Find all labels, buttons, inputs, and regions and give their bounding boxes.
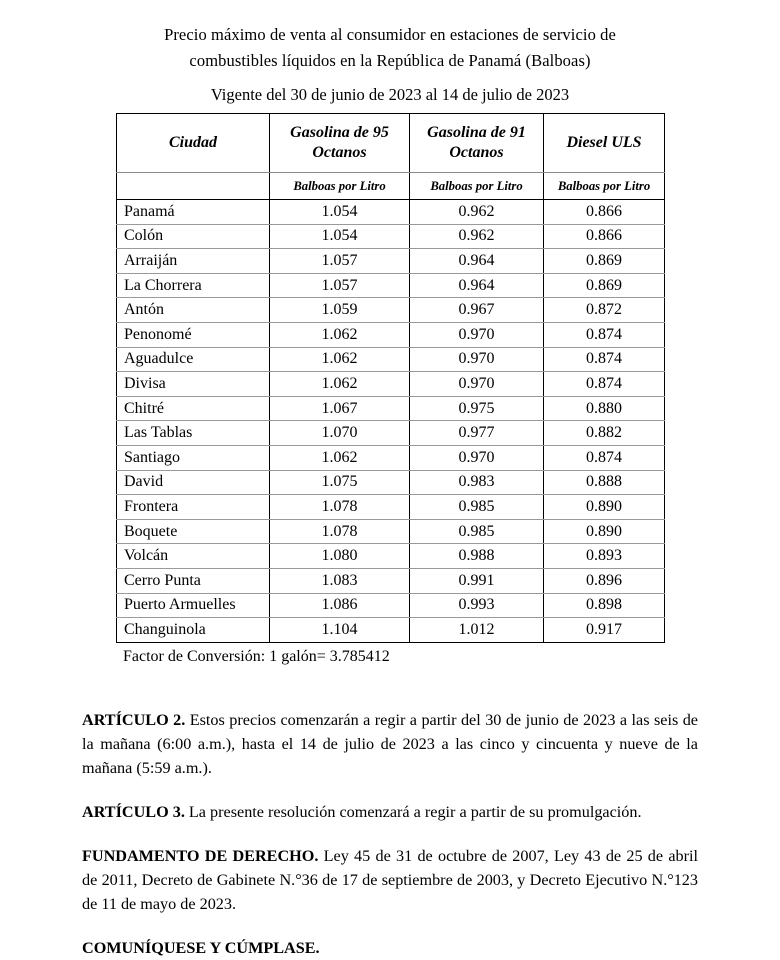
table-row <box>117 593 665 618</box>
cell-diesel-uls: 0.880 <box>544 396 665 421</box>
validity-period-subtitle: Vigente del 30 de junio de 2023 al 14 de julio de 2023 <box>210 85 570 104</box>
cell-diesel-uls: 0.874 <box>544 347 665 372</box>
cell-diesel-uls: 0.869 <box>544 249 665 274</box>
column-header-city: Ciudad <box>117 114 270 173</box>
cell-gasolina-91: 0.964 <box>410 273 544 298</box>
table-row <box>117 618 665 643</box>
cell-city: David <box>117 470 270 495</box>
table-row <box>117 347 665 372</box>
cell-gasolina-91: 0.991 <box>410 568 544 593</box>
cell-gasolina-91: 0.962 <box>410 224 544 249</box>
cell-city: Panamá <box>117 200 270 225</box>
cell-gasolina-95: 1.062 <box>270 322 410 347</box>
units-cell-city <box>117 173 270 200</box>
table-row <box>117 421 665 446</box>
cell-gasolina-91: 0.985 <box>410 519 544 544</box>
cell-diesel-uls: 0.874 <box>544 372 665 397</box>
table-row <box>117 298 665 323</box>
cell-city: Las Tablas <box>117 421 270 446</box>
cell-city: Santiago <box>117 445 270 470</box>
closing-statement: COMUNÍQUESE Y CÚMPLASE. <box>82 938 320 957</box>
table-row <box>117 273 665 298</box>
legal-basis-paragraph <box>82 844 698 916</box>
cell-gasolina-91: 0.988 <box>410 544 544 569</box>
cell-diesel-uls: 0.890 <box>544 495 665 520</box>
cell-gasolina-91: 0.985 <box>410 495 544 520</box>
cell-gasolina-95: 1.059 <box>270 298 410 323</box>
cell-gasolina-91: 0.970 <box>410 445 544 470</box>
conversion-factor-note: Factor de Conversión: 1 galón= 3.785412 <box>123 647 390 665</box>
cell-gasolina-91: 1.012 <box>410 618 544 643</box>
cell-city: Volcán <box>117 544 270 569</box>
table-row <box>117 396 665 421</box>
units-cell-gasolina-95: Balboas por Litro <box>270 173 410 200</box>
cell-city: Boquete <box>117 519 270 544</box>
cell-city: La Chorrera <box>117 273 270 298</box>
article-3-text: La presente resolución comenzará a regir a partir de su promulgación. <box>184 802 642 821</box>
cell-gasolina-91: 0.962 <box>410 200 544 225</box>
table-row <box>117 519 665 544</box>
cell-gasolina-95: 1.080 <box>270 544 410 569</box>
cell-gasolina-91: 0.967 <box>410 298 544 323</box>
table-row <box>117 495 665 520</box>
table-row <box>117 445 665 470</box>
price-table-container <box>116 113 664 643</box>
cell-diesel-uls: 0.869 <box>544 273 665 298</box>
table-row <box>117 568 665 593</box>
legal-basis-label: FUNDAMENTO DE DERECHO. <box>82 846 319 865</box>
cell-gasolina-95: 1.075 <box>270 470 410 495</box>
cell-diesel-uls: 0.890 <box>544 519 665 544</box>
cell-city: Changuinola <box>117 618 270 643</box>
table-row <box>117 470 665 495</box>
cell-diesel-uls: 0.866 <box>544 224 665 249</box>
article-3-paragraph <box>82 800 698 824</box>
article-2-label: ARTÍCULO 2. <box>82 710 186 729</box>
fuel-price-table <box>116 113 665 643</box>
cell-gasolina-95: 1.083 <box>270 568 410 593</box>
cell-city: Cerro Punta <box>117 568 270 593</box>
cell-gasolina-91: 0.970 <box>410 347 544 372</box>
column-header-gasolina-95: Gasolina de 95 Octanos <box>270 114 410 173</box>
cell-gasolina-95: 1.078 <box>270 519 410 544</box>
cell-gasolina-91: 0.970 <box>410 372 544 397</box>
cell-gasolina-91: 0.977 <box>410 421 544 446</box>
cell-gasolina-95: 1.054 <box>270 224 410 249</box>
cell-city: Colón <box>117 224 270 249</box>
cell-diesel-uls: 0.874 <box>544 445 665 470</box>
units-cell-diesel-uls: Balboas por Litro <box>544 173 665 200</box>
units-cell-gasolina-91: Balboas por Litro <box>410 173 544 200</box>
legal-basis-text: Ley 45 de 31 de octubre de 2007, Ley 43 de 25 de abril de 2011, Decreto de Gabinete N.°36 de 17 de septiembre de 2003, y Decreto Ejecutivo N.°123 de 11 de mayo de 2023. <box>82 846 698 913</box>
cell-diesel-uls: 0.872 <box>544 298 665 323</box>
cell-gasolina-91: 0.975 <box>410 396 544 421</box>
cell-diesel-uls: 0.898 <box>544 593 665 618</box>
cell-gasolina-95: 1.104 <box>270 618 410 643</box>
cell-gasolina-95: 1.086 <box>270 593 410 618</box>
cell-gasolina-95: 1.062 <box>270 372 410 397</box>
table-header <box>117 114 665 200</box>
cell-city: Puerto Armuelles <box>117 593 270 618</box>
cell-city: Arraiján <box>117 249 270 274</box>
cell-gasolina-95: 1.062 <box>270 445 410 470</box>
cell-gasolina-95: 1.078 <box>270 495 410 520</box>
table-row <box>117 322 665 347</box>
cell-city: Divisa <box>117 372 270 397</box>
cell-city: Frontera <box>117 495 270 520</box>
table-row <box>117 249 665 274</box>
cell-gasolina-95: 1.067 <box>270 396 410 421</box>
document-body <box>82 666 698 960</box>
table-header-row <box>117 114 665 173</box>
cell-gasolina-95: 1.057 <box>270 249 410 274</box>
cell-gasolina-91: 0.983 <box>410 470 544 495</box>
cell-diesel-uls: 0.882 <box>544 421 665 446</box>
cell-city: Penonomé <box>117 322 270 347</box>
cell-gasolina-95: 1.070 <box>270 421 410 446</box>
table-row <box>117 224 665 249</box>
page-title-line-1: Precio máximo de venta al consumidor en estaciones de servicio de <box>164 25 616 44</box>
column-header-diesel-uls: Diesel ULS <box>544 114 665 173</box>
cell-gasolina-95: 1.054 <box>270 200 410 225</box>
cell-diesel-uls: 0.866 <box>544 200 665 225</box>
cell-diesel-uls: 0.874 <box>544 322 665 347</box>
table-row <box>117 544 665 569</box>
cell-gasolina-95: 1.057 <box>270 273 410 298</box>
article-3-label: ARTÍCULO 3. <box>82 802 185 821</box>
cell-diesel-uls: 0.893 <box>544 544 665 569</box>
article-2-text: Estos precios comenzarán a regir a partir del 30 de junio de 2023 a las seis de la mañana (6:00 a.m.), hasta el 14 de julio de 2023 a las cinco y cincuenta y nueve de la mañana (5:59 a.m.). <box>82 710 698 777</box>
cell-city: Chitré <box>117 396 270 421</box>
column-header-gasolina-91: Gasolina de 91 Octanos <box>410 114 544 173</box>
cell-gasolina-91: 0.993 <box>410 593 544 618</box>
table-row <box>117 372 665 397</box>
table-body <box>117 200 665 643</box>
cell-city: Aguadulce <box>117 347 270 372</box>
cell-city: Antón <box>117 298 270 323</box>
cell-gasolina-91: 0.964 <box>410 249 544 274</box>
cell-diesel-uls: 0.888 <box>544 470 665 495</box>
cell-diesel-uls: 0.896 <box>544 568 665 593</box>
cell-gasolina-91: 0.970 <box>410 322 544 347</box>
cell-gasolina-95: 1.062 <box>270 347 410 372</box>
table-units-row <box>117 173 665 200</box>
cell-diesel-uls: 0.917 <box>586 620 622 638</box>
page-title-line-2: combustibles líquidos en la República de Panamá (Balboas) <box>189 51 591 70</box>
article-2-paragraph <box>82 708 698 780</box>
document-header <box>0 0 780 108</box>
table-row <box>117 200 665 225</box>
